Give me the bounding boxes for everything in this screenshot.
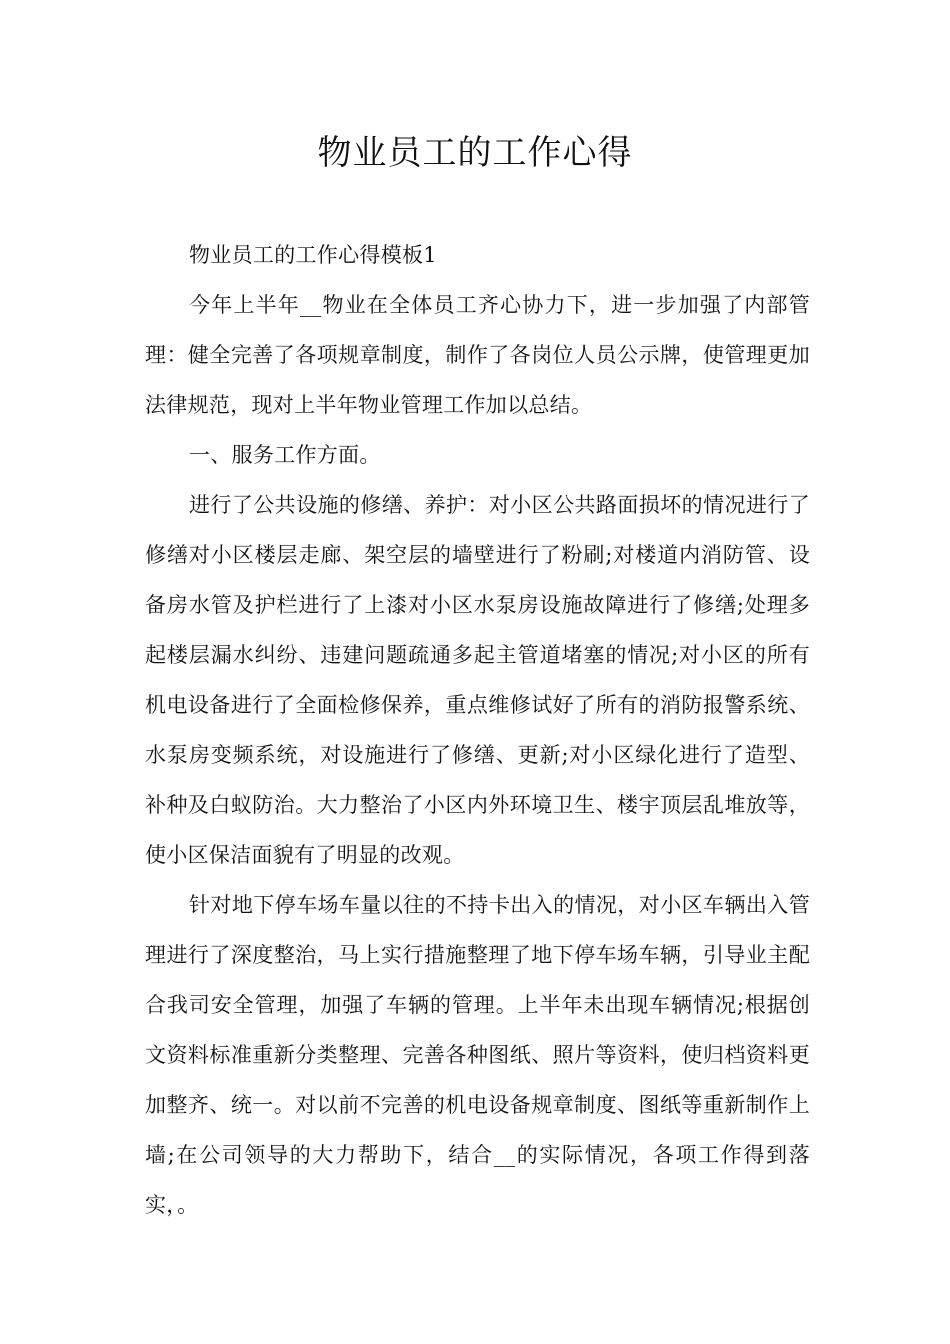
paragraph-facilities: 进行了公共设施的修缮、养护：对小区公共路面损坏的情况进行了修缮对小区楼层走廊、架空层的墙壁进行了粉刷;对楼道内消防管、设备房水管及护栏进行了上漆对小区水泵房设施故障进行了修缮;处理多起楼层漏水纠纷、违建问题疏通多起主管道堵塞的情况;对小区的所有机电设备进行了全面检修保养，重点维修试好了所有的消防报警系统、水泵房变频系统，对设施进行了修缮、更新;对小区绿化进行了造型、补种及白蚁防治。大力整治了小区内外环境卫生、楼宇顶层乱堆放等，使小区保洁面貌有了明显的改观。 <box>145 493 810 867</box>
section-heading-service: 一、服务工作方面。 <box>189 443 381 467</box>
paragraph-intro: 今年上半年__物业在全体员工齐心协力下，进一步加强了内部管理：健全完善了各项规章制度，制作了各岗位人员公示牌，使管理更加法律规范，现对上半年物业管理工作加以总结。 <box>145 293 810 417</box>
paragraph-parking: 针对地下停车场车量以往的不持卡出入的情况，对小区车辆出入管理进行了深度整治，马上实行措施整理了地下停车场车辆，引导业主配合我司安全管理，加强了车辆的管理。上半年未出现车辆情况;根据创文资料标准重新分类整理、完善各种图纸、照片等资料，使归档资料更加整齐、统一。对以前不完善的机电设备规章制度、图纸等重新制作上墙;在公司领导的大力帮助下，结合__的实际情况，各项工作得到落实，。 <box>145 893 810 1217</box>
document-body <box>145 230 810 1230</box>
section-subtitle: 物业员工的工作心得模板1 <box>189 243 437 267</box>
document-title: 物业员工的工作心得 <box>317 133 633 173</box>
